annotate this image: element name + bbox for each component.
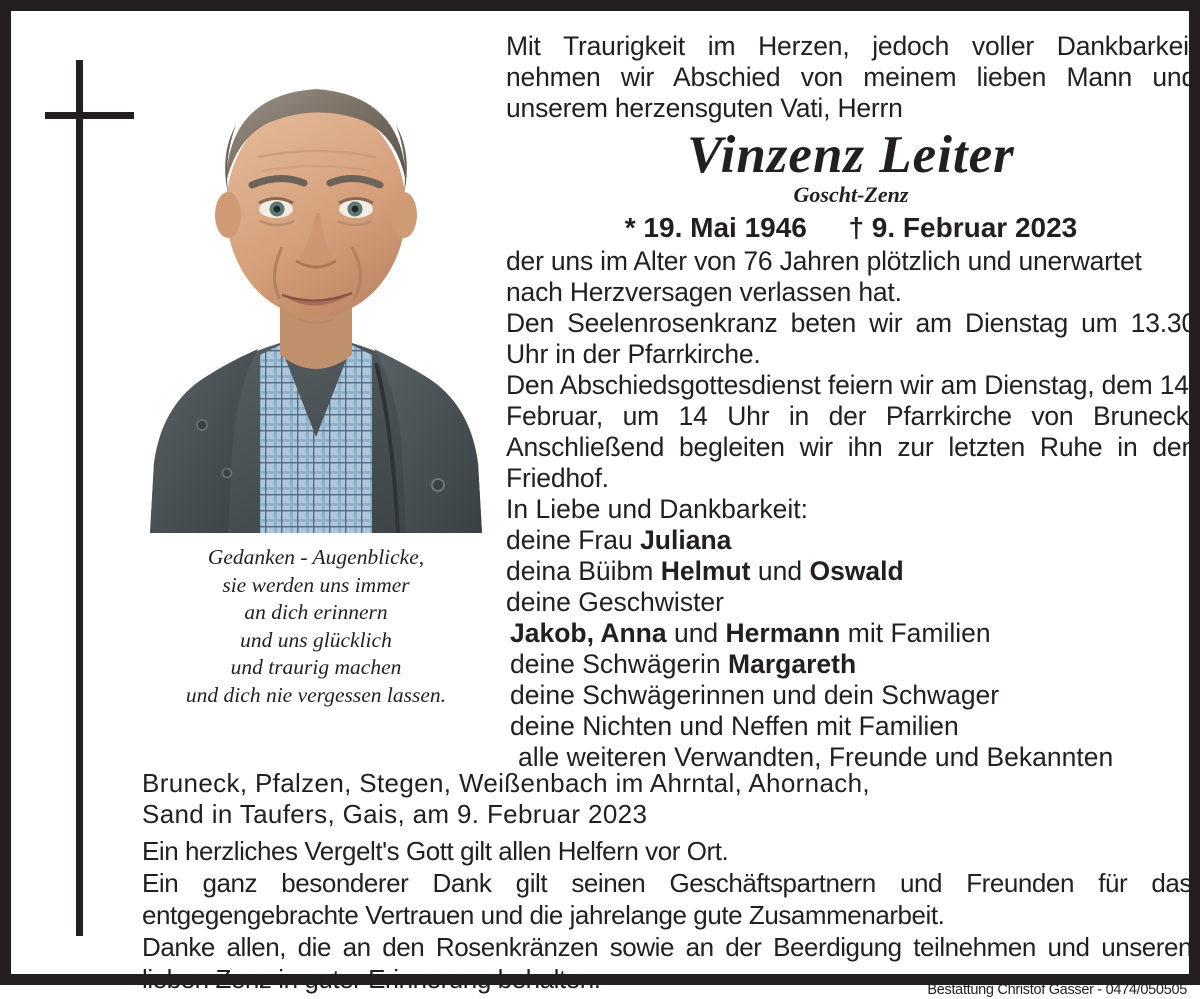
poem-line: und uns glücklich — [240, 627, 392, 652]
family-suffix: mit Familien — [840, 618, 991, 648]
poem-line: und dich nie vergessen lassen. — [185, 682, 447, 707]
family-line-others: alle weiteren Verwandten, Freunde und Bekannten — [518, 742, 1114, 772]
funeral-paragraph: Den Abschiedsgottesdienst feiern wir am Dienstag, dem 14. Februar, um 14 Uhr in der Pfarrkirche von Bruneck. Anschließend begleiten wir ihn zur letzten Ruhe in den Friedhof. — [506, 370, 1196, 493]
thanks-block — [142, 835, 1192, 995]
undertaker-credit: Bestattung Christof Gasser - 0474/050505 — [927, 982, 1187, 998]
thanks-business-partners: Ein ganz besonderer Dank gilt seinen Geschäftspartnern und Freunden für das entgegengebrachte Vertrauen und die jahrelange gute Zusammenarbeit. — [142, 868, 1192, 930]
deceased-nickname: Goscht-Zenz — [793, 182, 909, 207]
family-relation: deine Schwägerin — [510, 649, 729, 679]
family-heading: In Liebe und Dankbarkeit: — [506, 494, 809, 524]
family-line-wife — [506, 525, 1196, 556]
thanks-attendees: Danke allen, die an den Rosenkränzen sowie an der Beerdigung teilnehmen und unseren lieben Zenz in guter Erinnerung behalten. — [142, 932, 1192, 994]
poem-line: sie werden uns immer — [222, 572, 410, 597]
family-relation: deine Frau — [506, 525, 641, 555]
conjunction: und — [666, 618, 726, 648]
thanks-helpers: Ein herzliches Vergelt's Gott gilt allen Helfern vor Ort. — [142, 836, 729, 866]
family-line-siblings — [506, 618, 1196, 649]
places-line-1: Bruneck, Pfalzen, Stegen, Weißenbach im Ahrntal, Ahornach, — [142, 768, 870, 798]
family-list — [506, 494, 1196, 773]
family-name: Oswald — [809, 556, 904, 586]
family-line-siblings-label: deine Geschwister — [506, 587, 724, 617]
cross-vertical-bar — [76, 60, 83, 936]
introduction-text: Mit Traurigkeit im Herzen, jedoch voller Dankbarkeit nehmen wir Abschied von meinem lieben Mann und unserem herzensguten Vati, Herrn — [506, 31, 1196, 123]
death-date: 9. Februar 2023 — [871, 212, 1078, 243]
life-dates — [506, 210, 1196, 246]
birth-symbol: * — [624, 212, 636, 243]
bottom-block — [142, 768, 1192, 998]
notice-inner — [11, 11, 1196, 998]
main-text-column — [506, 31, 1196, 773]
poem-line: Gedanken - Augenblicke, — [207, 545, 425, 569]
family-name: Hermann — [725, 618, 841, 648]
cause-paragraph: der uns im Alter von 76 Jahren plötzlich und unerwartet nach Herzversagen verlassen hat. — [506, 246, 1142, 307]
memorial-poem — [131, 544, 501, 709]
portrait-photo — [140, 33, 490, 533]
poem-line: und traurig machen — [230, 655, 402, 679]
family-name: Helmut — [660, 556, 751, 586]
birth-date: 19. Mai 1946 — [643, 212, 807, 243]
rosary-paragraph: Den Seelenrosenkranz beten wir am Dienstag um 13.30 Uhr in der Pfarrkirche. — [506, 308, 1196, 369]
deceased-name: Vinzenz Leiter — [687, 126, 1015, 184]
family-name: Jakob, Anna — [510, 618, 667, 648]
family-line-sister-in-law — [506, 649, 1196, 680]
places-line-2: Sand in Taufers, Gais, am 9. Februar 2023 — [142, 799, 648, 829]
family-name: Juliana — [640, 525, 732, 555]
conjunction: und — [750, 556, 810, 586]
family-line-sons — [506, 556, 1196, 587]
family-name: Margareth — [728, 649, 857, 679]
family-relation: deina Büibm — [506, 556, 661, 586]
portrait-illustration — [140, 33, 490, 533]
family-line-in-laws: deine Schwägerinnen und dein Schwager — [510, 680, 1000, 710]
poem-line: an dich erinnern — [244, 600, 388, 624]
death-symbol: † — [848, 212, 865, 243]
family-line-nieces-nephews: deine Nichten und Neffen mit Familien — [510, 711, 959, 741]
cross-horizontal-bar — [45, 112, 134, 119]
